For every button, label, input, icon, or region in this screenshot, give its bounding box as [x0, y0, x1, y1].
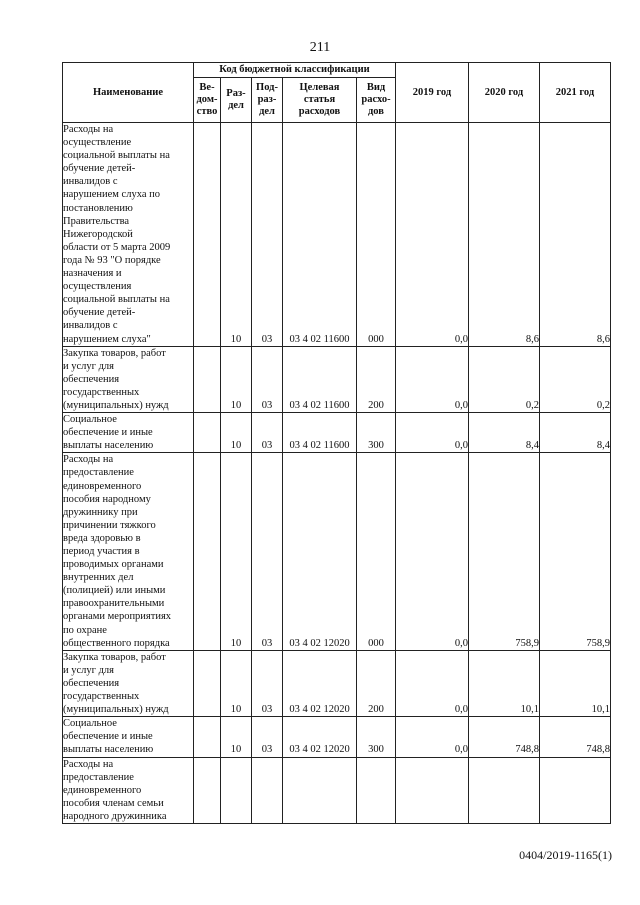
row-vedomstvo [194, 453, 221, 650]
row-vedomstvo [194, 717, 221, 757]
row-name: Расходы на предоставление единовременного пособия членам семьи народного дружинника [63, 757, 194, 823]
header-2021: 2021 год [540, 63, 611, 123]
row-vid [357, 757, 396, 823]
header-vid: Вид расхо- дов [357, 78, 396, 123]
row-2020: 8,4 [469, 413, 540, 453]
row-vedomstvo [194, 123, 221, 347]
row-2020 [469, 757, 540, 823]
row-podrazdel: 03 [252, 650, 283, 716]
row-razdel: 10 [221, 453, 252, 650]
row-razdel: 10 [221, 413, 252, 453]
table-row [63, 413, 611, 453]
row-vid: 300 [357, 717, 396, 757]
row-2019: 0,0 [396, 123, 469, 347]
row-2021: 8,4 [540, 413, 611, 453]
header-razdel: Раз- дел [221, 78, 252, 123]
row-2019: 0,0 [396, 346, 469, 412]
header-2020: 2020 год [469, 63, 540, 123]
row-2020: 10,1 [469, 650, 540, 716]
table-row [63, 123, 611, 347]
row-celevaya: 03 4 02 12020 [283, 453, 357, 650]
row-celevaya [283, 757, 357, 823]
row-podrazdel: 03 [252, 717, 283, 757]
row-celevaya: 03 4 02 11600 [283, 413, 357, 453]
row-vid: 000 [357, 123, 396, 347]
row-podrazdel: 03 [252, 123, 283, 347]
row-2020: 0,2 [469, 346, 540, 412]
table-row [63, 717, 611, 757]
document-code: 0404/2019-1165(1) [519, 848, 612, 862]
row-vid: 000 [357, 453, 396, 650]
row-2021: 10,1 [540, 650, 611, 716]
row-2019 [396, 757, 469, 823]
row-vid: 200 [357, 346, 396, 412]
row-name: Закупка товаров, работ и услуг для обеспечения государственных (муниципальных) нужд [63, 346, 194, 412]
header-name: Наименование [63, 63, 194, 123]
header-vedomstvo: Ве- дом- ство [194, 78, 221, 123]
page-number: 211 [309, 40, 331, 55]
row-celevaya: 03 4 02 11600 [283, 123, 357, 347]
row-razdel: 10 [221, 717, 252, 757]
row-name: Расходы на осуществление социальной выплаты на обучение детей- инвалидов с нарушением слуха по постановлению Правительства Нижегородской области от 5 марта 2009 года № 93 "О порядке назначения и осуществления социальной выплаты на обучение детей- инвалидов с нарушением слуха" [63, 123, 194, 347]
row-2019: 0,0 [396, 453, 469, 650]
row-2020: 758,9 [469, 453, 540, 650]
header-budget-code: Код бюджетной классификации [194, 63, 396, 78]
header-2019: 2019 год [396, 63, 469, 123]
row-vedomstvo [194, 757, 221, 823]
row-vid: 200 [357, 650, 396, 716]
header-celevaya: Целевая статья расходов [283, 78, 357, 123]
row-name: Расходы на предоставление единовременного пособия народному дружиннику при причинении тяжкого вреда здоровью в период участия в проводимых органами внутренних дел (полицией) или иными правоохранительными органами мероприятиях по охране общественного порядка [63, 453, 194, 650]
row-2019: 0,0 [396, 413, 469, 453]
row-name: Социальное обеспечение и иные выплаты населению [63, 413, 194, 453]
row-podrazdel [252, 757, 283, 823]
row-2019: 0,0 [396, 650, 469, 716]
row-name: Социальное обеспечение и иные выплаты населению [63, 717, 194, 757]
row-vedomstvo [194, 413, 221, 453]
row-celevaya: 03 4 02 12020 [283, 717, 357, 757]
table-row [63, 757, 611, 823]
header-podrazdel: Под- раз- дел [252, 78, 283, 123]
row-celevaya: 03 4 02 11600 [283, 346, 357, 412]
row-podrazdel: 03 [252, 453, 283, 650]
row-2019: 0,0 [396, 717, 469, 757]
row-2021 [540, 757, 611, 823]
row-podrazdel: 03 [252, 346, 283, 412]
row-celevaya: 03 4 02 12020 [283, 650, 357, 716]
row-2021: 8,6 [540, 123, 611, 347]
row-razdel [221, 757, 252, 823]
row-vedomstvo [194, 650, 221, 716]
row-2021: 758,9 [540, 453, 611, 650]
budget-table [62, 62, 611, 824]
table-row [63, 346, 611, 412]
row-2021: 748,8 [540, 717, 611, 757]
row-2021: 0,2 [540, 346, 611, 412]
row-razdel: 10 [221, 123, 252, 347]
row-razdel: 10 [221, 346, 252, 412]
row-2020: 748,8 [469, 717, 540, 757]
row-podrazdel: 03 [252, 413, 283, 453]
row-razdel: 10 [221, 650, 252, 716]
table-row [63, 650, 611, 716]
row-vedomstvo [194, 346, 221, 412]
row-2020: 8,6 [469, 123, 540, 347]
row-vid: 300 [357, 413, 396, 453]
row-name: Закупка товаров, работ и услуг для обеспечения государственных (муниципальных) нужд [63, 650, 194, 716]
table-row [63, 453, 611, 650]
